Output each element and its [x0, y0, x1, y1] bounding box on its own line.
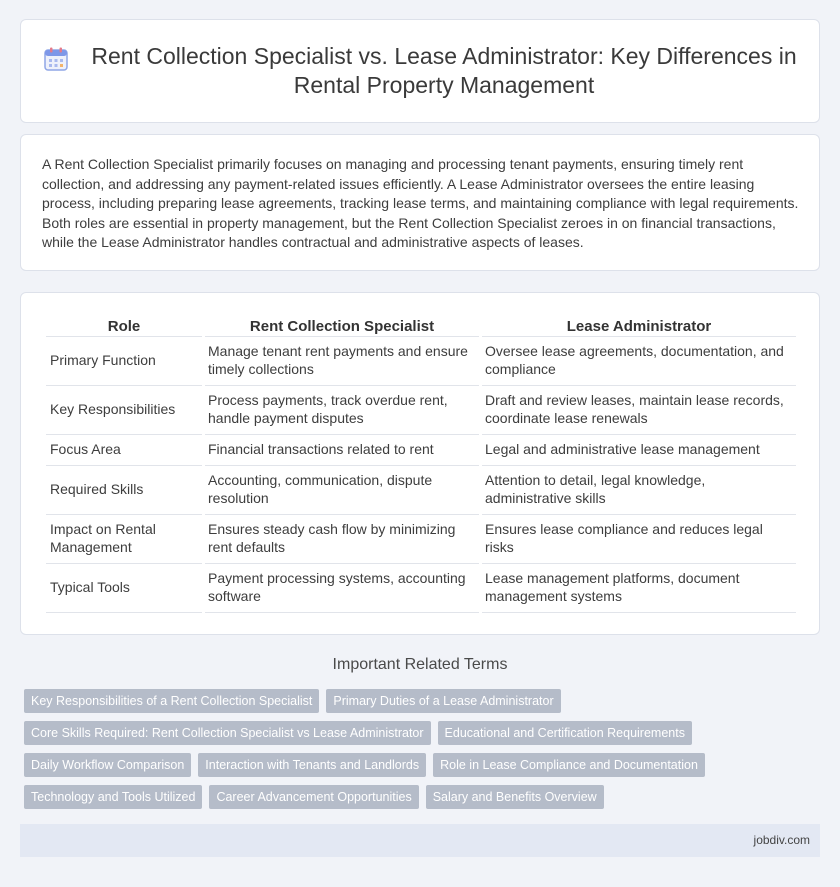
comparison-table	[43, 315, 799, 613]
related-term-tag[interactable]: Primary Duties of a Lease Administrator	[326, 689, 560, 713]
header-role: Role	[46, 315, 202, 337]
related-term-tag[interactable]: Salary and Benefits Overview	[426, 785, 604, 809]
intro-card	[20, 134, 820, 271]
comparison-card	[20, 292, 820, 635]
related-term-tag[interactable]: Daily Workflow Comparison	[24, 753, 191, 777]
table-row	[46, 386, 796, 435]
table-cell: Oversee lease agreements, documentation, and compliance	[482, 337, 796, 386]
related-term-tag[interactable]: Role in Lease Compliance and Documentation	[433, 753, 705, 777]
related-terms-list	[24, 689, 814, 817]
header-rent-collection-specialist: Rent Collection Specialist	[205, 315, 479, 337]
related-terms-title: Important Related Terms	[332, 656, 508, 673]
row-label: Required Skills	[46, 466, 202, 515]
table-cell: Accounting, communication, dispute resolution	[205, 466, 479, 515]
table-row	[46, 564, 796, 613]
related-term-tag[interactable]: Career Advancement Opportunities	[209, 785, 418, 809]
row-label: Primary Function	[46, 337, 202, 386]
header-lease-administrator: Lease Administrator	[482, 315, 796, 337]
related-term-tag[interactable]: Key Responsibilities of a Rent Collection Specialist	[24, 689, 319, 713]
table-cell: Payment processing systems, accounting software	[205, 564, 479, 613]
row-label: Impact on Rental Management	[46, 515, 202, 564]
table-row	[46, 435, 796, 466]
intro-paragraph: A Rent Collection Specialist primarily focuses on managing and processing tenant payments, ensuring timely rent collection, and addressing any payment-related issues efficiently. A Lease Administrator oversees the entire leasing process, including preparing lease agreements, tracking lease terms, and maintaining compliance with legal requirements. Both roles are essential in property management, but the Rent Collection Specialist zeroes in on financial transactions, while the Lease Administrator handles contractual and administrative aspects of leases.	[42, 156, 799, 250]
table-row	[46, 337, 796, 386]
table-row	[46, 515, 796, 564]
table-header-row	[46, 315, 796, 337]
table-cell: Ensures steady cash flow by minimizing rent defaults	[205, 515, 479, 564]
footer-site[interactable]: jobdiv.com	[753, 833, 810, 847]
table-cell: Financial transactions related to rent	[205, 435, 479, 466]
table-cell: Process payments, track overdue rent, handle payment disputes	[205, 386, 479, 435]
table-cell: Lease management platforms, document management systems	[482, 564, 796, 613]
related-term-tag[interactable]: Educational and Certification Requirements	[438, 721, 692, 745]
table-cell: Attention to detail, legal knowledge, administrative skills	[482, 466, 796, 515]
table-cell: Ensures lease compliance and reduces legal risks	[482, 515, 796, 564]
header-card	[20, 19, 820, 123]
table-cell: Draft and review leases, maintain lease records, coordinate lease renewals	[482, 386, 796, 435]
row-label: Key Responsibilities	[46, 386, 202, 435]
table-cell: Manage tenant rent payments and ensure timely collections	[205, 337, 479, 386]
table-row	[46, 466, 796, 515]
row-label: Focus Area	[46, 435, 202, 466]
related-term-tag[interactable]: Technology and Tools Utilized	[24, 785, 202, 809]
table-cell: Legal and administrative lease management	[482, 435, 796, 466]
related-term-tag[interactable]: Interaction with Tenants and Landlords	[198, 753, 426, 777]
related-term-tag[interactable]: Core Skills Required: Rent Collection Specialist vs Lease Administrator	[24, 721, 431, 745]
footer	[20, 824, 820, 857]
row-label: Typical Tools	[46, 564, 202, 613]
page-title: Rent Collection Specialist vs. Lease Administrator: Key Differences in Rental Property Management	[91, 43, 797, 98]
